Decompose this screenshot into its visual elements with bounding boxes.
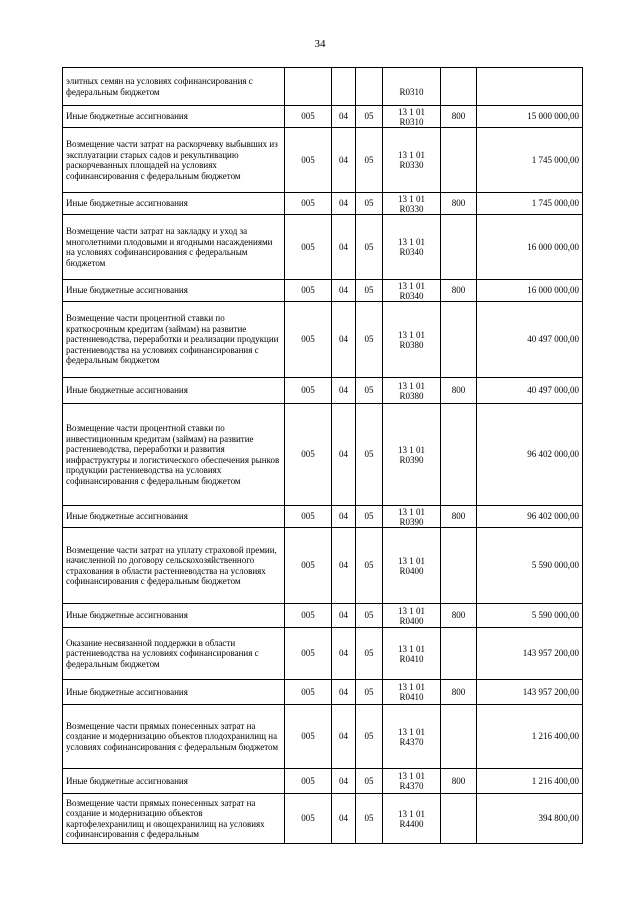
amount: 40 497 000,00 <box>527 334 579 345</box>
grbs-code-cell <box>285 528 332 604</box>
subsection-code: 05 <box>364 511 374 522</box>
expense-name-cell <box>63 680 285 705</box>
grbs-code: 005 <box>301 154 315 165</box>
grbs-code: 005 <box>301 385 315 396</box>
expense-type-cell <box>441 280 477 302</box>
expense-type-code: 800 <box>451 775 466 786</box>
expense-type-code: 800 <box>451 198 466 209</box>
section-code: 04 <box>339 686 348 697</box>
expense-name: Иные бюджетные ассигнования <box>66 511 188 522</box>
subsection-code: 05 <box>364 813 374 824</box>
section-code: 04 <box>339 560 348 571</box>
grbs-code-cell <box>285 106 332 128</box>
subsection-code-cell <box>356 302 383 378</box>
expense-name-cell <box>63 604 285 628</box>
subsection-code: 05 <box>364 111 374 122</box>
table-row <box>63 506 583 528</box>
expense-type-cell <box>441 528 477 604</box>
section-code-cell <box>332 705 356 769</box>
subsection-code-cell <box>356 528 383 604</box>
target-article-code: R0390 <box>399 454 424 465</box>
subsection-code-cell <box>356 769 383 794</box>
table-row <box>63 280 583 302</box>
grbs-code: 005 <box>301 775 315 786</box>
amount-cell <box>477 769 583 794</box>
target-article-program: 13 1 01 <box>398 771 425 781</box>
amount: 96 402 000,00 <box>527 511 579 522</box>
grbs-code-cell <box>285 506 332 528</box>
expense-name-cell <box>63 128 285 193</box>
grbs-code-cell <box>285 769 332 794</box>
amount: 16 000 000,00 <box>527 285 579 296</box>
target-article-program: 13 1 01 <box>398 682 425 692</box>
table-row <box>63 604 583 628</box>
grbs-code: 005 <box>301 285 315 296</box>
expense-name: элитных семян на условиях софинансирования с федеральным бюджетом <box>66 76 253 97</box>
expense-name-cell <box>63 404 285 506</box>
amount: 143 957 200,00 <box>522 648 579 659</box>
expense-type-code: 800 <box>451 686 466 697</box>
target-article-cell <box>383 794 441 844</box>
expense-type-cell <box>441 680 477 705</box>
amount-cell <box>477 628 583 680</box>
target-article-program: 13 1 01 <box>398 506 425 517</box>
target-article-program: 13 1 01 <box>398 280 425 291</box>
subsection-code: 05 <box>364 285 374 296</box>
grbs-code-cell <box>285 193 332 215</box>
expense-name: Иные бюджетные ассигнования <box>66 285 188 296</box>
grbs-code: 005 <box>301 731 315 742</box>
target-article-cell <box>383 604 441 628</box>
target-article-program: 13 1 01 <box>398 150 425 160</box>
expense-type-cell <box>441 378 477 404</box>
section-code: 04 <box>339 648 348 659</box>
grbs-code: 005 <box>301 241 315 252</box>
amount-cell <box>477 528 583 604</box>
subsection-code-cell <box>356 128 383 193</box>
expense-type-code: 800 <box>451 385 466 396</box>
target-article-code: R0380 <box>399 339 424 350</box>
subsection-code-cell <box>356 680 383 705</box>
amount-cell <box>477 68 583 106</box>
target-article-cell <box>383 128 441 193</box>
grbs-code: 005 <box>301 111 315 122</box>
section-code-cell <box>332 106 356 128</box>
grbs-code-cell <box>285 215 332 280</box>
table-row <box>63 378 583 404</box>
amount-cell <box>477 506 583 528</box>
table-row <box>63 193 583 215</box>
grbs-code-cell <box>285 68 332 106</box>
subsection-code-cell <box>356 378 383 404</box>
grbs-code: 005 <box>301 449 315 460</box>
section-code: 04 <box>339 610 348 621</box>
target-article-code: R0410 <box>399 692 424 702</box>
expense-name: Возмещение части прямых понесенных затрат на создание и модернизацию объектов картофелехранилищ и овощехранилищ на условиях софинансирования с федеральным <box>66 797 265 839</box>
expense-type-cell <box>441 404 477 506</box>
expense-name-cell <box>63 302 285 378</box>
section-code-cell <box>332 68 356 106</box>
target-article-cell <box>383 378 441 404</box>
table-row <box>63 680 583 705</box>
expense-name: Возмещение части прямых понесенных затрат на создание и модернизацию объектов плодохранилищ на условиях софинансирования с федеральным бюджетом <box>66 720 279 752</box>
table-row <box>63 528 583 604</box>
grbs-code: 005 <box>301 198 315 209</box>
expense-name: Иные бюджетные ассигнования <box>66 111 188 122</box>
amount-cell <box>477 215 583 280</box>
grbs-code: 005 <box>301 511 315 522</box>
expense-name-cell <box>63 628 285 680</box>
target-article-cell <box>383 680 441 705</box>
table-row <box>63 794 583 844</box>
grbs-code: 005 <box>301 334 315 345</box>
section-code: 04 <box>339 334 348 345</box>
section-code: 04 <box>339 241 348 252</box>
subsection-code-cell <box>356 604 383 628</box>
section-code-cell <box>332 280 356 302</box>
amount-cell <box>477 128 583 193</box>
expense-type-code: 800 <box>451 285 466 296</box>
target-article-code: R0340 <box>399 247 424 257</box>
expense-type-cell <box>441 604 477 628</box>
grbs-code-cell <box>285 705 332 769</box>
target-article-program: 13 1 01 <box>398 555 425 566</box>
target-article-code: R0400 <box>399 565 424 576</box>
subsection-code-cell <box>356 106 383 128</box>
section-code: 04 <box>339 511 348 522</box>
section-code-cell <box>332 604 356 628</box>
target-article-cell <box>383 628 441 680</box>
table-row <box>63 705 583 769</box>
grbs-code-cell <box>285 628 332 680</box>
amount-cell <box>477 705 583 769</box>
target-article-program: 13 1 01 <box>398 643 425 654</box>
expense-name-cell <box>63 215 285 280</box>
target-article-code: R4370 <box>399 736 424 747</box>
expense-name-cell <box>63 528 285 604</box>
amount: 96 402 000,00 <box>527 449 579 460</box>
grbs-code: 005 <box>301 813 315 824</box>
expense-name: Возмещение части затрат на уплату страховой премии, начисленной по договору сельскохозяйственного страхования в области растениеводства на условиях софинансирования с федеральным бюджетом <box>66 544 277 586</box>
target-article-code: R0330 <box>399 203 424 214</box>
subsection-code-cell <box>356 215 383 280</box>
expense-name-cell <box>63 506 285 528</box>
table-row <box>63 769 583 794</box>
amount-cell <box>477 106 583 128</box>
expense-type-cell <box>441 302 477 378</box>
subsection-code-cell <box>356 628 383 680</box>
target-article-cell <box>383 68 441 106</box>
table-row <box>63 404 583 506</box>
target-article-program: 13 1 01 <box>398 237 425 247</box>
expense-name-cell <box>63 378 285 404</box>
amount: 5 590 000,00 <box>531 610 579 621</box>
amount: 1 216 400,00 <box>531 775 579 786</box>
section-code-cell <box>332 769 356 794</box>
subsection-code-cell <box>356 404 383 506</box>
target-article-code: R0390 <box>399 516 424 527</box>
target-article-cell <box>383 215 441 280</box>
subsection-code-cell <box>356 506 383 528</box>
expense-type-cell <box>441 705 477 769</box>
amount-cell <box>477 680 583 705</box>
expense-name: Иные бюджетные ассигнования <box>66 610 188 621</box>
section-code-cell <box>332 302 356 378</box>
target-article-cell <box>383 506 441 528</box>
grbs-code: 005 <box>301 560 315 571</box>
target-article-cell <box>383 193 441 215</box>
amount: 1 216 400,00 <box>531 731 579 742</box>
amount-cell <box>477 404 583 506</box>
amount-cell <box>477 378 583 404</box>
target-article-program: 13 1 01 <box>398 444 425 455</box>
target-article-code: R0310 <box>399 86 424 97</box>
table-row <box>63 302 583 378</box>
target-article-code: R0410 <box>399 653 424 664</box>
subsection-code: 05 <box>364 154 374 165</box>
section-code: 04 <box>339 385 348 396</box>
target-article-program: 13 1 01 <box>398 808 425 819</box>
amount-cell <box>477 604 583 628</box>
section-code: 04 <box>339 154 348 165</box>
subsection-code: 05 <box>364 449 374 460</box>
target-article-cell <box>383 280 441 302</box>
amount-cell <box>477 302 583 378</box>
target-article-code: R0330 <box>399 160 424 170</box>
section-code-cell <box>332 506 356 528</box>
grbs-code-cell <box>285 604 332 628</box>
subsection-code-cell <box>356 705 383 769</box>
target-article-cell <box>383 705 441 769</box>
amount: 16 000 000,00 <box>527 241 579 252</box>
amount: 40 497 000,00 <box>527 385 579 396</box>
target-article-program: 13 1 01 <box>398 726 425 737</box>
subsection-code: 05 <box>364 198 374 209</box>
expense-name: Возмещение части затрат на закладку и уход за многолетними плодовыми и ягодными насаждениями на условиях софинансирования с федеральным бюджетом <box>66 226 273 268</box>
subsection-code: 05 <box>364 775 374 786</box>
target-article-cell <box>383 302 441 378</box>
subsection-code-cell <box>356 794 383 844</box>
subsection-code: 05 <box>364 241 374 252</box>
section-code-cell <box>332 404 356 506</box>
grbs-code-cell <box>285 128 332 193</box>
section-code-cell <box>332 628 356 680</box>
amount-cell <box>477 280 583 302</box>
expense-name-cell <box>63 280 285 302</box>
expense-type-code: 800 <box>451 111 466 122</box>
expense-name: Возмещение части процентной ставки по краткосрочным кредитам (займам) на развитие растениеводства, переработки и реализации продукции растениеводства на условиях софинансирования с федеральным бюджетом <box>66 313 279 366</box>
amount: 394 800,00 <box>538 813 579 824</box>
target-article-program: 13 1 01 <box>398 193 425 204</box>
expense-type-code: 800 <box>451 610 466 621</box>
subsection-code-cell <box>356 193 383 215</box>
section-code-cell <box>332 794 356 844</box>
amount: 143 957 200,00 <box>522 686 579 697</box>
expense-type-cell <box>441 628 477 680</box>
expense-type-cell <box>441 68 477 106</box>
target-article-cell <box>383 404 441 506</box>
amount: 15 000 000,00 <box>527 111 579 122</box>
budget-table-body <box>63 68 583 844</box>
section-code-cell <box>332 215 356 280</box>
expense-type-cell <box>441 215 477 280</box>
expense-type-cell <box>441 769 477 794</box>
subsection-code: 05 <box>364 731 374 742</box>
expense-name: Возмещение части процентной ставки по инвестиционным кредитам (займам) на развитие растениеводства, переработки и развития инфраструктуры и логистического обеспечения рынков продукции растениеводства на условиях софинансирования с федеральным бюджетом <box>66 423 280 486</box>
expense-name-cell <box>63 193 285 215</box>
target-article-cell <box>383 769 441 794</box>
target-article-program: 13 1 01 <box>398 106 425 117</box>
subsection-code-cell <box>356 280 383 302</box>
amount: 1 745 000,00 <box>531 198 579 209</box>
grbs-code: 005 <box>301 648 315 659</box>
target-article-code: R0310 <box>399 116 424 127</box>
page-number: 34 <box>314 38 326 50</box>
table-row <box>63 128 583 193</box>
section-code-cell <box>332 378 356 404</box>
section-code: 04 <box>339 285 348 296</box>
section-code: 04 <box>339 111 348 122</box>
grbs-code-cell <box>285 302 332 378</box>
expense-name-cell <box>63 769 285 794</box>
subsection-code: 05 <box>364 560 374 571</box>
subsection-code-cell <box>356 68 383 106</box>
expense-name-cell <box>63 68 285 106</box>
table-row <box>63 106 583 128</box>
target-article-cell <box>383 106 441 128</box>
target-article-program: 13 1 01 <box>398 329 425 340</box>
table-row <box>63 215 583 280</box>
grbs-code-cell <box>285 794 332 844</box>
section-code: 04 <box>339 449 348 460</box>
subsection-code: 05 <box>364 385 374 396</box>
expense-name-cell <box>63 106 285 128</box>
expense-name: Иные бюджетные ассигнования <box>66 198 188 209</box>
grbs-code: 005 <box>301 610 315 621</box>
expense-type-cell <box>441 128 477 193</box>
amount: 5 590 000,00 <box>531 560 579 571</box>
expense-name-cell <box>63 794 285 844</box>
target-article-code: R0380 <box>399 390 424 401</box>
section-code-cell <box>332 193 356 215</box>
expense-name: Возмещение части затрат на раскорчевку выбывших из эксплуатации старых садов и рекультивацию раскорчеванных площадей на условиях софинансирования с федеральным бюджетом <box>66 139 278 181</box>
target-article-code: R0340 <box>399 290 424 301</box>
budget-table <box>62 67 583 844</box>
target-article-code: R4370 <box>399 781 424 791</box>
table-row <box>63 628 583 680</box>
target-article-program: 13 1 01 <box>398 380 425 391</box>
section-code: 04 <box>339 731 348 742</box>
expense-name: Иные бюджетные ассигнования <box>66 775 188 786</box>
grbs-code: 005 <box>301 686 315 697</box>
expense-name: Оказание несвязанной поддержки в области растениеводства на условиях софинансирования с федеральным бюджетом <box>66 637 259 669</box>
expense-name: Иные бюджетные ассигнования <box>66 686 188 697</box>
section-code-cell <box>332 128 356 193</box>
subsection-code: 05 <box>364 686 374 697</box>
target-article-code: R0400 <box>399 615 424 626</box>
subsection-code: 05 <box>364 610 374 621</box>
grbs-code-cell <box>285 280 332 302</box>
table-row <box>63 68 583 106</box>
subsection-code: 05 <box>364 648 374 659</box>
target-article-code: R4400 <box>399 818 424 829</box>
expense-name-cell <box>63 705 285 769</box>
grbs-code-cell <box>285 680 332 705</box>
section-code: 04 <box>339 813 348 824</box>
expense-type-code: 800 <box>451 511 466 522</box>
grbs-code-cell <box>285 404 332 506</box>
subsection-code: 05 <box>364 334 374 345</box>
section-code-cell <box>332 680 356 705</box>
grbs-code-cell <box>285 378 332 404</box>
expense-type-cell <box>441 106 477 128</box>
target-article-program: 13 1 01 <box>398 605 425 616</box>
expense-type-cell <box>441 506 477 528</box>
amount: 1 745 000,00 <box>531 154 579 165</box>
amount-cell <box>477 193 583 215</box>
section-code-cell <box>332 528 356 604</box>
expense-type-cell <box>441 794 477 844</box>
section-code: 04 <box>339 775 348 786</box>
section-code: 04 <box>339 198 348 209</box>
target-article-cell <box>383 528 441 604</box>
expense-type-cell <box>441 193 477 215</box>
expense-name: Иные бюджетные ассигнования <box>66 385 188 396</box>
amount-cell <box>477 794 583 844</box>
